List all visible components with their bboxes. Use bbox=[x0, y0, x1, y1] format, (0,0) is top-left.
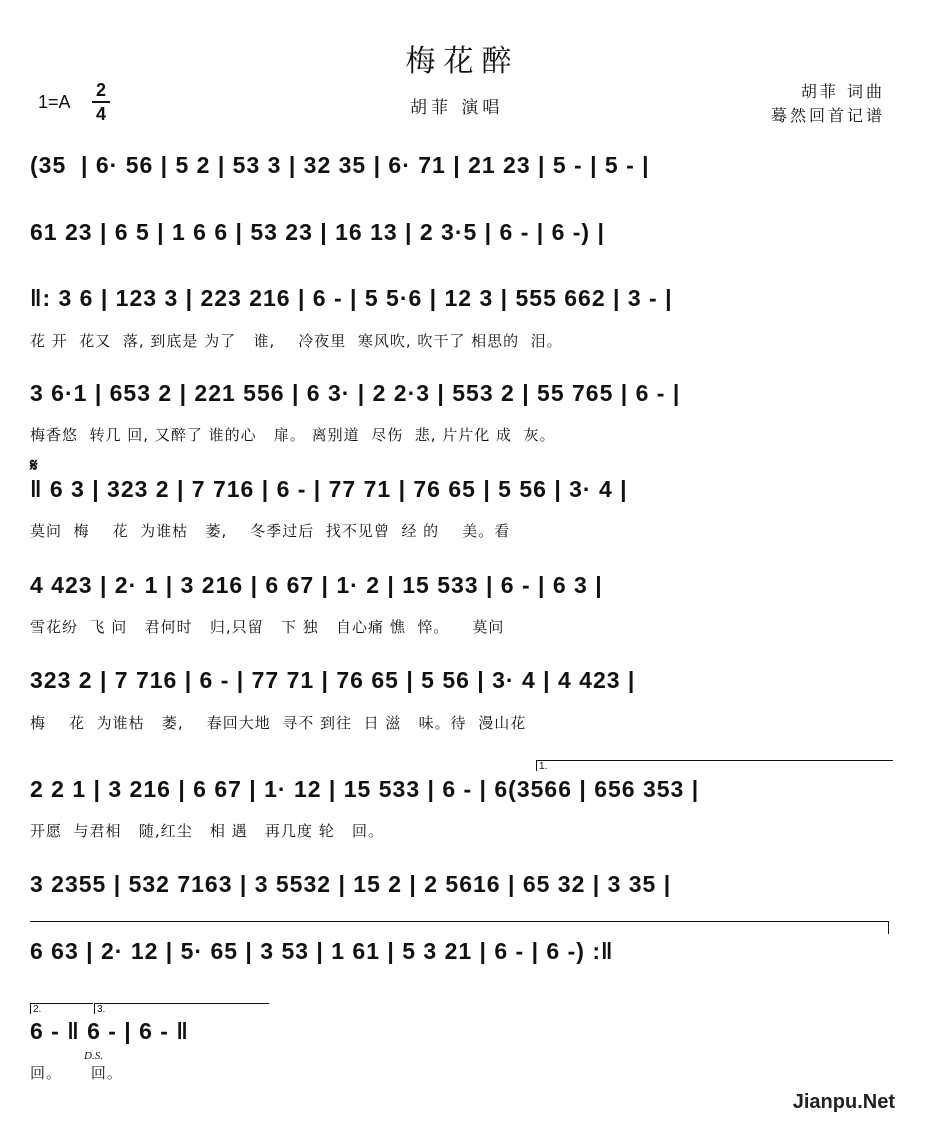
score-line-1: (35 | 6· 56 | 5 2 | 53 3 | 32 35 | 6· 71 | 21 23 | 5 - | 5 - | bbox=[30, 152, 650, 178]
volta-1: 1. bbox=[536, 760, 893, 771]
score-line-9: 3 2355 | 532 7163 | 3 5532 | 15 2 | 2 5616 | 65 32 | 3 35 | bbox=[30, 871, 672, 897]
volta-2: 2. bbox=[30, 1003, 93, 1014]
key-signature: 1=A bbox=[38, 92, 71, 112]
score-line-3: ‖: 3 6 | 123 3 | 223 216 | 6 - | 5 5·6 | 12 3 | 555 662 | 3 - | bbox=[30, 285, 673, 311]
score-line-4: 3 6·1 | 653 2 | 221 556 | 6 3· | 2 2·3 | 553 2 | 55 765 | 6 - | bbox=[30, 380, 681, 406]
song-title: 梅花醉 bbox=[405, 44, 520, 79]
transcriber: 蓦然回首记谱 bbox=[770, 106, 885, 125]
ds-marking: D.S. bbox=[84, 1050, 103, 1062]
score-line-2: 61 23 | 6 5 | 1 6 6 | 53 23 | 16 13 | 2 3·5 | 6 - | 6 -) | bbox=[30, 219, 605, 245]
score-line-8: 2 2 1 | 3 216 | 6 67 | 1· 12 | 15 533 | 6 - | 6(3566 | 656 353 | bbox=[30, 776, 700, 802]
site-watermark: Jianpu.Net bbox=[792, 1091, 895, 1113]
segno-sign: 𝄋 bbox=[30, 455, 38, 476]
time-signature bbox=[92, 80, 110, 124]
volta-3: 3. bbox=[94, 1003, 269, 1014]
credits bbox=[771, 80, 885, 128]
composer: 胡菲 词曲 bbox=[800, 82, 885, 101]
score-line-5: ‖ 6 3 | 323 2 | 7 716 | 6 - | 77 71 | 76 65 | 5 56 | 3· 4 | bbox=[30, 476, 628, 502]
repeat-bracket bbox=[30, 921, 889, 934]
lyric-line-4: 雪花纷 飞 问 君何时 归,只留 下 独 自心痛 憔 悴。 莫问 bbox=[30, 618, 505, 636]
performer: 胡菲 演唱 bbox=[410, 98, 504, 118]
score-line-6: 4 423 | 2· 1 | 3 216 | 6 67 | 1· 2 | 15 533 | 6 - | 6 3 | bbox=[30, 572, 603, 598]
lyric-line-3: 莫问 梅 花 为谁枯 萎, 冬季过后 找不见曾 经 的 美。看 bbox=[30, 522, 511, 540]
score-line-7: 323 2 | 7 716 | 6 - | 77 71 | 76 65 | 5 56 | 3· 4 | 4 423 | bbox=[30, 667, 636, 693]
meter-bottom: 4 bbox=[95, 104, 106, 124]
lyric-line-1: 花 开 花又 落, 到底是 为了 谁, 冷夜里 寒风吹, 吹干了 相思的 泪。 bbox=[30, 332, 563, 350]
score-line-11: 6 - ‖ 6 - | 6 - ‖ bbox=[30, 1018, 189, 1044]
lyric-line-6: 开愿 与君相 随,红尘 相 遇 再几度 轮 回。 bbox=[30, 822, 385, 840]
lyric-line-7: 回。 回。 bbox=[30, 1064, 123, 1082]
score-line-10: 6 63 | 2· 12 | 5· 65 | 3 53 | 1 61 | 5 3 21 | 6 - | 6 -) :‖ bbox=[30, 938, 614, 964]
lyric-line-5: 梅 花 为谁枯 萎, 春回大地 寻不 到往 日 滋 味。待 漫山花 bbox=[30, 714, 527, 732]
meter-top: 2 bbox=[95, 80, 106, 100]
lyric-line-2: 梅香悠 转几 回, 又醉了 谁的心 扉。 离别道 尽伤 悲, 片片化 成 灰。 bbox=[30, 426, 556, 444]
